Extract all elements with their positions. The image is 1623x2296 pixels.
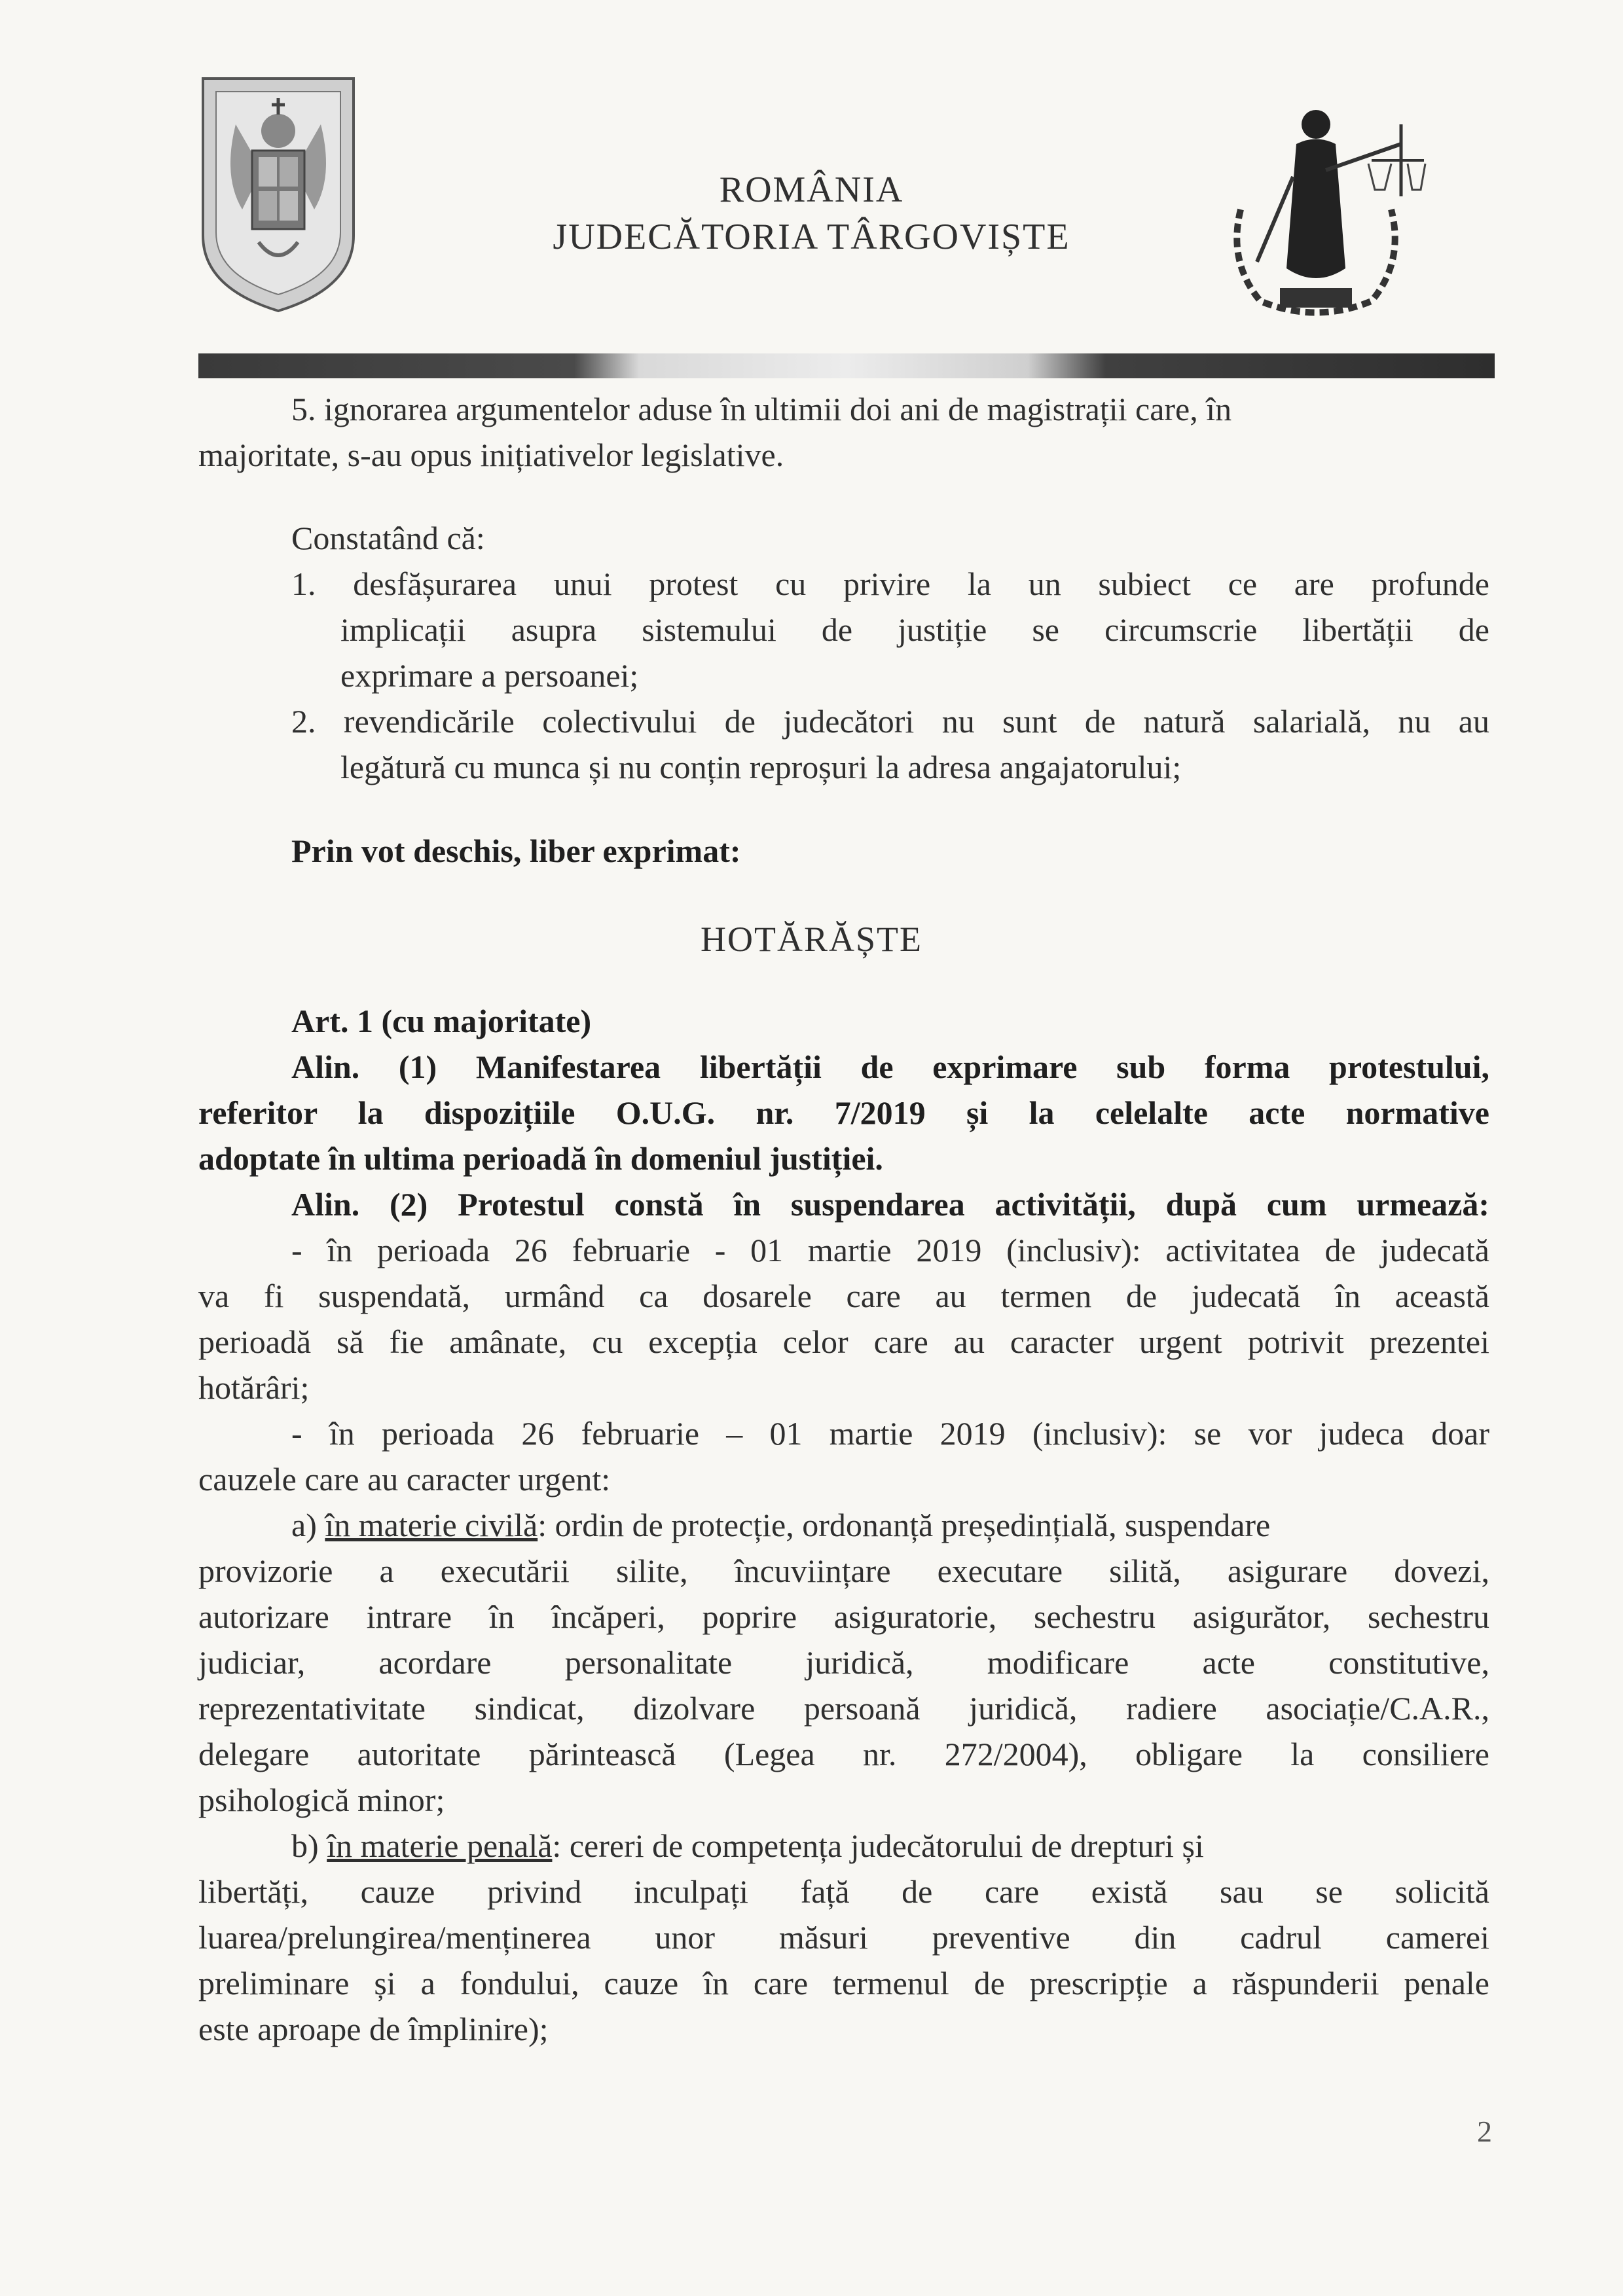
decision-heading: HOTĂRĂȘTE (701, 920, 922, 959)
civil-matters-line-7: psihologică minor; (198, 1782, 445, 1818)
considerent-1-line-1: 1. desfășurarea unui protest cu privire la un subiect ce are profunde (291, 565, 1489, 602)
penal-matters-line-2: libertăți, cauze privind inculpați față de care există sau se solicită (198, 1873, 1489, 1910)
considerent-2-line-1: 2. revendicările colectivului de judecători nu sunt de natură salarială, nu au (291, 703, 1489, 740)
considerent-1-line-2: implicații asupra sistemului de justiție se circumscrie libertății de (340, 611, 1489, 648)
alin-1-line-3: adoptate în ultima perioadă în domeniul justiției. (198, 1140, 883, 1177)
item-5-line-2: majoritate, s-au opus inițiativelor legislative. (198, 437, 784, 473)
period-1-line-4: hotărâri; (198, 1369, 310, 1406)
country-name: ROMÂNIA (719, 170, 904, 210)
penal-matters-rest: : cereri de competența judecătorului de drepturi și (552, 1827, 1204, 1864)
penal-label: b) (291, 1827, 327, 1864)
penal-matters-line-1 (291, 1826, 1489, 1865)
period-2-line-2: cauzele care au caracter urgent: (198, 1461, 611, 1498)
civil-matters-line-6: delegare autoritate părintească (Legea nr. 272/2004), obligare la consiliere (198, 1736, 1489, 1772)
justice-scales-emblem (1221, 98, 1431, 321)
considerent-1-line-3: exprimare a persoanei; (340, 657, 639, 694)
court-name: JUDECĂTORIA TÂRGOVIȘTE (553, 217, 1070, 257)
alin-1-line-1: Alin. (1) Manifestarea libertății de exprimare sub forma protestului, (291, 1049, 1489, 1085)
constatand-heading: Constatând că: (291, 520, 485, 556)
article-1-heading: Art. 1 (cu majoritate) (291, 1003, 592, 1039)
vote-statement: Prin vot deschis, liber exprimat: (291, 833, 741, 869)
civil-matters-title: în materie civilă (325, 1507, 538, 1543)
period-1-line-2: va fi suspendată, urmând ca dosarele care au termen de judecată în această (198, 1278, 1489, 1314)
period-1-line-3: perioadă să fie amânate, cu excepția celor care au caracter urgent potrivit prezentei (198, 1323, 1489, 1360)
civil-matters-line-2: provizorie a executării silite, încuviințare executare silită, asigurare dovezi, (198, 1552, 1489, 1589)
alin-1-line-2: referitor la dispozițiile O.U.G. nr. 7/2019 și la celelalte acte normative (198, 1094, 1489, 1131)
civil-matters-line-4: judiciar, acordare personalitate juridică, modificare acte constitutive, (198, 1644, 1489, 1681)
header-divider-band (198, 353, 1495, 378)
penal-matters-line-4: preliminare și a fondului, cauze în care termenul de prescripție a răspunderii penale (198, 1965, 1489, 2001)
civil-matters-line-1 (291, 1505, 1489, 1545)
page-number: 2 (1477, 2115, 1492, 2148)
penal-matters-line-5: este aproape de împlinire); (198, 2011, 549, 2047)
alin-2-heading: Alin. (2) Protestul constă în suspendarea activității, după cum urmează: (291, 1186, 1489, 1223)
civil-label: a) (291, 1507, 325, 1543)
considerent-2-line-2: legătură cu munca și nu conțin reproșuri la adresa angajatorului; (340, 749, 1182, 785)
item-5-line-1: 5. ignorarea argumentelor aduse în ultimii doi ani de magistrații care, în (291, 391, 1232, 427)
civil-matters-rest: : ordin de protecție, ordonanță președințială, suspendare (538, 1507, 1271, 1543)
penal-matters-title: în materie penală (327, 1827, 553, 1864)
period-2-line-1: - în perioada 26 februarie – 01 martie 2019 (inclusiv): se vor judeca doar (291, 1415, 1489, 1452)
civil-matters-line-5: reprezentativitate sindicat, dizolvare persoană juridică, radiere asociație/C.A.R., (198, 1690, 1489, 1727)
civil-matters-line-3: autorizare intrare în încăperi, poprire asiguratorie, sechestru asigurător, sechestru (198, 1598, 1489, 1635)
period-1-line-1: - în perioada 26 februarie - 01 martie 2019 (inclusiv): activitatea de judecată (291, 1232, 1489, 1268)
penal-matters-line-3: luarea/prelungirea/menținerea unor măsuri preventive din cadrul camerei (198, 1919, 1489, 1956)
